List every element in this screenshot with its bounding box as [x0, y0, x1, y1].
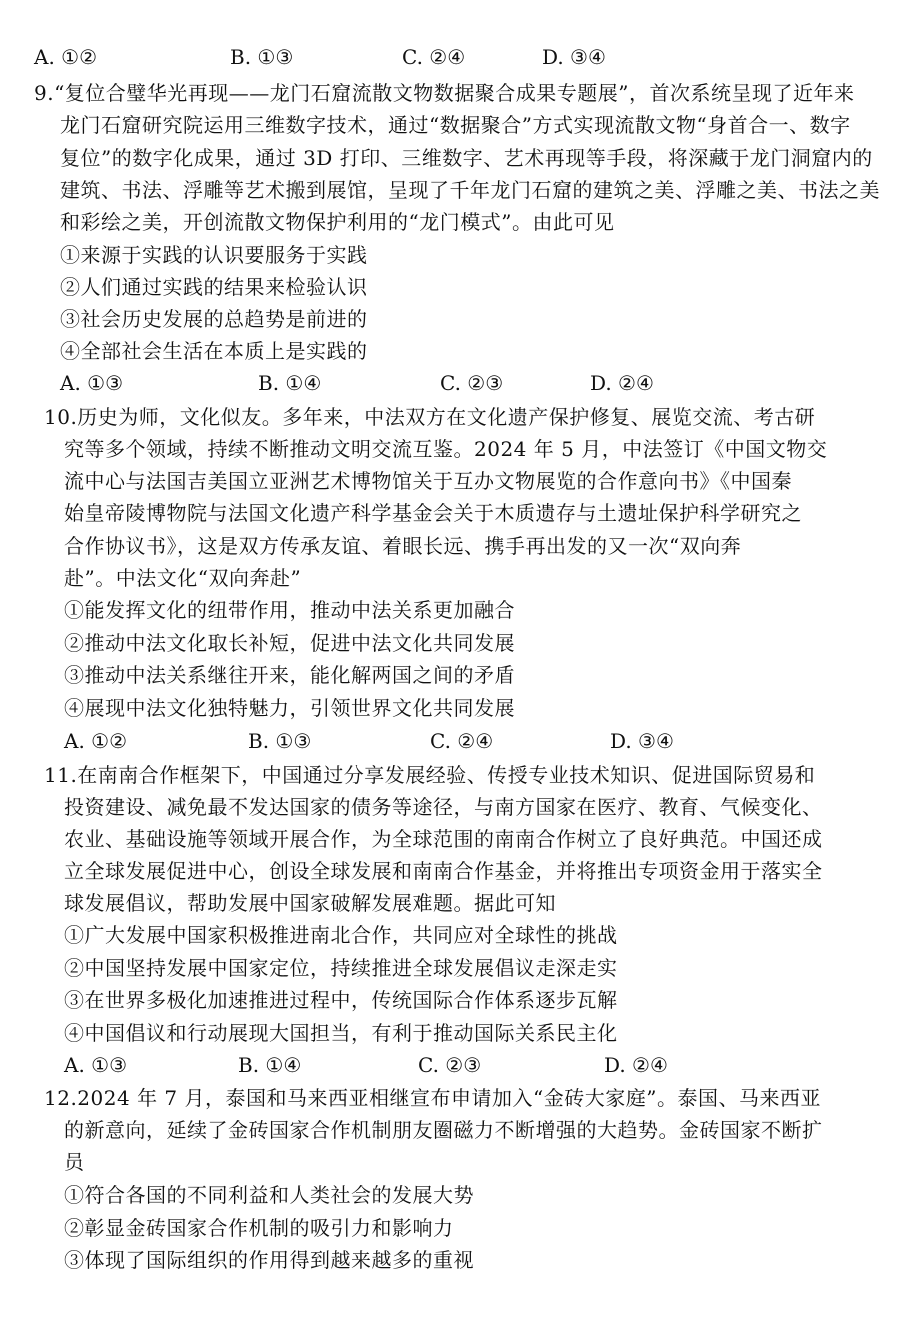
q10-stem-line-6: 赴”。中法文化“双向奔赴”: [64, 566, 302, 590]
q11-stem-line-2: 投资建设、减免最不发达国家的债务等途径，与南方国家在医疗、教育、气候变化、: [64, 795, 823, 819]
q12-stem-line-3: 员: [64, 1150, 85, 1174]
q11-option-3: ③在世界多极化加速推进过程中，传统国际合作体系逐步瓦解: [64, 988, 618, 1012]
q9-stem-line-5: 和彩绘之美，开创流散文物保护利用的“龙门模式”。由此可见: [60, 210, 615, 234]
q9-option-2: ②人们通过实践的结果来检验认识: [60, 275, 368, 299]
q9-option-4: ④全部社会生活在本质上是实践的: [60, 339, 368, 363]
q8-choice-a: A. ①②: [34, 45, 98, 69]
q8-choice-b: B. ①③: [230, 45, 294, 69]
q8-choice-d: D. ③④: [542, 45, 606, 69]
q11-stem-line-4: 立全球发展促进中心，创设全球发展和南南合作基金，并将推出专项资金用于落实全: [64, 859, 823, 883]
q10-stem-line-4: 始皇帝陵博物院与法国文化遗产科学基金会关于木质遗存与土遗址保护科学研究之: [64, 501, 802, 525]
q10-choice-a: A. ①②: [64, 729, 128, 753]
q11-choice-d: D. ②④: [604, 1053, 668, 1077]
q11-stem-line-3: 农业、基础设施等领域开展合作，为全球范围的南南合作树立了良好典范。中国还成: [64, 827, 823, 851]
q10-choice-c: C. ②④: [430, 729, 494, 753]
q8-choice-c: C. ②④: [402, 45, 466, 69]
q10-stem-line-1: 10.历史为师，文化似友。多年来，中法双方在文化遗产保护修复、展览交流、考古研: [44, 405, 816, 429]
q12-option-3: ③体现了国际组织的作用得到越来越多的重视: [64, 1248, 474, 1272]
q10-stem-line-3: 流中心与法国吉美国立亚洲艺术博物馆关于互办文物展览的合作意向书》《中国秦: [64, 469, 792, 493]
q12-stem-line-2: 的新意向，延续了金砖国家合作机制朋友圈磁力不断增强的大趋势。金砖国家不断扩: [64, 1118, 823, 1142]
q10-choice-d: D. ③④: [610, 729, 674, 753]
q10-option-3: ③推动中法关系继往开来，能化解两国之间的矛盾: [64, 663, 515, 687]
q9-answer-choices: [60, 368, 680, 398]
q11-choice-a: A. ①③: [64, 1053, 128, 1077]
q11-option-4: ④中国倡议和行动展现大国担当，有利于推动国际关系民主化: [64, 1021, 618, 1045]
q11-stem-line-1: 11.在南南合作框架下，中国通过分享发展经验、传授专业技术知识、促进国际贸易和: [44, 763, 816, 787]
q10-choice-b: B. ①③: [248, 729, 312, 753]
q9-option-3: ③社会历史发展的总趋势是前进的: [60, 307, 368, 331]
q10-option-2: ②推动中法文化取长补短，促进中法文化共同发展: [64, 631, 515, 655]
q11-option-1: ①广大发展中国家积极推进南北合作，共同应对全球性的挑战: [64, 923, 618, 947]
q11-option-2: ②中国坚持发展中国家定位，持续推进全球发展倡议走深走实: [64, 956, 618, 980]
q11-choice-b: B. ①④: [238, 1053, 302, 1077]
q11-stem-line-5: 球发展倡议，帮助发展中国家破解发展难题。据此可知: [64, 891, 556, 915]
q8-answer-choices: [34, 42, 654, 72]
q9-stem-line-4: 建筑、书法、浮雕等艺术搬到展馆，呈现了千年龙门石窟的建筑之美、浮雕之美、书法之美: [60, 178, 880, 202]
q12-stem-line-1: 12.2024 年 7 月，泰国和马来西亚相继宣布申请加入“金砖大家庭”。泰国、马来西亚: [44, 1086, 821, 1110]
q9-choice-a: A. ①③: [60, 371, 124, 395]
q9-choice-b: B. ①④: [258, 371, 322, 395]
q10-answer-choices: [64, 726, 704, 756]
q12-option-1: ①符合各国的不同利益和人类社会的发展大势: [64, 1183, 474, 1207]
q9-stem-line-1: 9.“复位合璧华光再现——龙门石窟流散文物数据聚合成果专题展”，首次系统呈现了近年来: [34, 81, 855, 105]
q9-choice-c: C. ②③: [440, 371, 504, 395]
q11-choice-c: C. ②③: [418, 1053, 482, 1077]
q10-stem-line-5: 合作协议书》，这是双方传承友谊、着眼长远、携手再出发的又一次“双向奔: [64, 534, 742, 558]
q10-option-1: ①能发挥文化的纽带作用，推动中法关系更加融合: [64, 598, 515, 622]
q9-option-1: ①来源于实践的认识要服务于实践: [60, 243, 368, 267]
q9-choice-d: D. ②④: [590, 371, 654, 395]
q10-option-4: ④展现中法文化独特魅力，引领世界文化共同发展: [64, 696, 515, 720]
q9-stem-line-3: 复位”的数字化成果，通过 3D 打印、三维数字、艺术再现等手段，将深藏于龙门洞窟内的: [60, 146, 873, 170]
q10-stem-line-2: 究等多个领域，持续不断推动文明交流互鉴。2024 年 5 月，中法签订《中国文物交: [64, 437, 828, 461]
q11-answer-choices: [64, 1050, 704, 1080]
q9-stem-line-2: 龙门石窟研究院运用三维数字技术，通过“数据聚合”方式实现流散文物“身首合一、数字: [60, 113, 851, 137]
q12-option-2: ②彰显金砖国家合作机制的吸引力和影响力: [64, 1216, 454, 1240]
